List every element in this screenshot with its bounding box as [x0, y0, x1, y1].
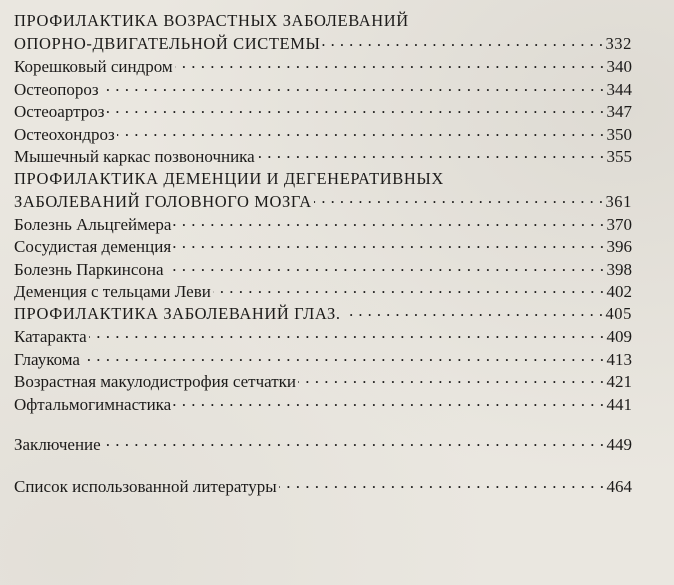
section-heading-entry[interactable]	[14, 303, 632, 326]
dot-leader	[343, 303, 604, 320]
section-title: ЗАБОЛЕВАНИЙ ГОЛОВНОГО МОЗГА	[14, 191, 312, 211]
dot-leader	[279, 475, 605, 492]
entry-title: Офтальмогимнастика	[14, 394, 172, 414]
page-number: 405	[605, 304, 632, 323]
page-number: 441	[606, 394, 632, 414]
section-heading-entry[interactable]	[14, 33, 632, 56]
dot-leader	[89, 325, 605, 342]
dot-leader	[173, 213, 604, 230]
page-number: 409	[606, 327, 632, 346]
dot-leader	[213, 280, 605, 297]
toc-entry[interactable]	[14, 213, 632, 236]
page-number: 332	[605, 34, 632, 53]
dot-leader	[117, 123, 605, 140]
dot-leader	[314, 190, 604, 207]
dot-leader	[166, 258, 605, 275]
toc-entry[interactable]	[14, 78, 632, 101]
page-number: 361	[605, 191, 632, 211]
page-number: 340	[606, 57, 632, 76]
toc-entry[interactable]	[14, 100, 632, 123]
toc-entry[interactable]	[14, 393, 632, 416]
section-heading-line	[14, 10, 632, 33]
entry-title: Остеоартроз	[14, 102, 105, 121]
entry-title: Остеохондроз	[14, 124, 115, 144]
page-number: 449	[606, 435, 632, 454]
entry-title: Список использованной литературы	[14, 476, 277, 496]
dot-leader	[106, 100, 604, 117]
dot-leader	[173, 393, 604, 410]
dot-leader	[82, 348, 605, 365]
toc-entry-bibliography[interactable]	[14, 475, 632, 498]
entry-title: Болезнь Паркинсона	[14, 259, 164, 279]
table-of-contents	[14, 10, 632, 497]
entry-title: Мышечный каркас позвоночника	[14, 147, 255, 166]
entry-title: Сосудистая деменция	[14, 237, 172, 256]
toc-entry[interactable]	[14, 370, 632, 393]
entry-title: Остеопороз	[14, 79, 99, 99]
page-number: 370	[606, 214, 632, 234]
entry-title: Заключение	[14, 435, 101, 454]
toc-entry[interactable]	[14, 258, 632, 281]
page-number: 396	[606, 237, 632, 256]
section-title: ПРОФИЛАКТИКА ЗАБОЛЕВАНИЙ ГЛАЗ.	[14, 304, 341, 323]
section-title: ПРОФИЛАКТИКА ДЕМЕНЦИИ И ДЕГЕНЕРАТИВНЫХ	[14, 168, 444, 188]
entry-title: Глаукома	[14, 349, 80, 369]
dot-leader	[257, 145, 605, 162]
page-number: 464	[606, 476, 632, 496]
entry-title: Деменция с тельцами Леви	[14, 282, 211, 301]
spacer	[14, 415, 632, 433]
toc-entry[interactable]	[14, 325, 632, 348]
page-number: 347	[606, 102, 632, 121]
page-number: 413	[606, 349, 632, 369]
toc-entry[interactable]	[14, 280, 632, 303]
page-number: 402	[606, 282, 632, 301]
entry-title: Корешковый синдром	[14, 57, 173, 76]
section-heading-entry[interactable]	[14, 190, 632, 213]
dot-leader	[103, 433, 605, 450]
dot-leader	[322, 33, 603, 50]
entry-title: Болезнь Альцгеймера	[14, 214, 172, 234]
section-title: ПРОФИЛАКТИКА ВОЗРАСТНЫХ ЗАБОЛЕВАНИЙ	[14, 11, 409, 30]
toc-entry[interactable]	[14, 145, 632, 168]
entry-title: Возрастная макулодистрофия сетчатки	[14, 372, 297, 391]
entry-title: Катаракта	[14, 327, 87, 346]
toc-entry[interactable]	[14, 55, 632, 78]
page-number: 344	[606, 79, 632, 99]
page-number: 355	[606, 147, 632, 166]
toc-entry[interactable]	[14, 235, 632, 258]
section-title: ОПОРНО-ДВИГАТЕЛЬНОЙ СИСТЕМЫ	[14, 34, 321, 53]
toc-entry-conclusion[interactable]	[14, 433, 632, 456]
dot-leader	[175, 55, 605, 72]
dot-leader	[298, 370, 604, 387]
page-number: 350	[606, 124, 632, 144]
toc-entry[interactable]	[14, 348, 632, 371]
toc-entry[interactable]	[14, 123, 632, 146]
section-heading-line	[14, 168, 632, 191]
page-number: 398	[606, 259, 632, 279]
page-number: 421	[606, 372, 632, 391]
dot-leader	[101, 78, 605, 95]
dot-leader	[173, 235, 604, 252]
spacer	[14, 456, 632, 475]
